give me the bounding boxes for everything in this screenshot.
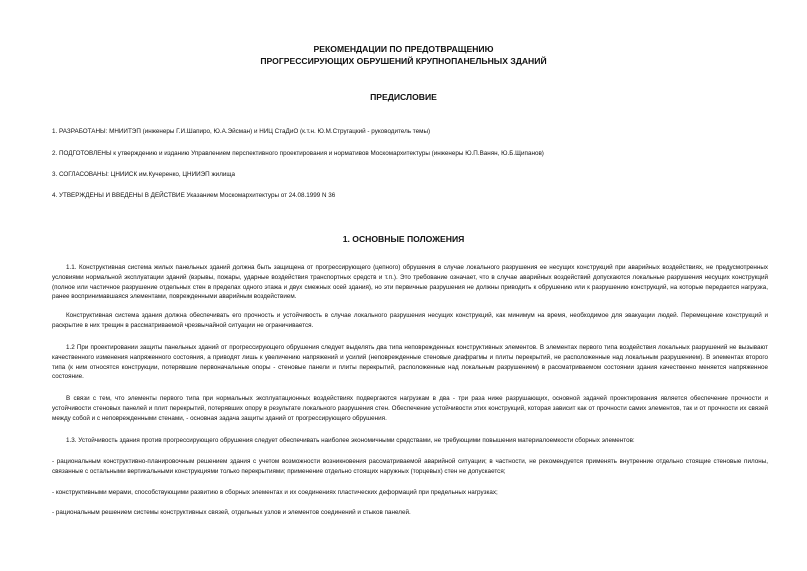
paragraph-1-2-cont: В связи с тем, что элементы первого типа при нормальных эксплуатационных воздействиях подвергаются нагрузкам в два - три раза ниже разрушающих, основной задачей проектирования является обеспечение прочности и устойчивости стеновых панелей и плит перекрытий, потерявших опору в результате локального разрушения стен. Обеспечение устойчивости этих конструкций, которая зависит как от прочности самих элементов, так и от прочности их связей между собой и с неповрежденными стенами, - основная задача защиты зданий от прогрессирующего обрушения. [52, 395, 768, 422]
section-heading: 1. ОСНОВНЫЕ ПОЛОЖЕНИЯ [342, 234, 465, 244]
paragraph-1-1-cont: Конструктивная система здания должна обеспечивать его прочность и устойчивость в случае локального разрушения несущих конструкций, как минимум на время, необходимое для эвакуации людей. Перемещение конструкций и раскрытие в них трещин в рассматриваемой чрезвычайной ситуации не ограничивается. [52, 312, 768, 329]
list-item-plastic: - конструктивными мерами, способствующими развитию в сборных элементах и их соединениях пластических деформаций при предельных нагрузках; [52, 489, 498, 496]
document-title-line-1: РЕКОМЕНДАЦИИ ПО ПРЕДОТВРАЩЕНИЮ [313, 44, 494, 54]
paragraph-1-3: 1.3. Устойчивость здания против прогрессирующего обрушения следует обеспечивать наиболее экономичными средствами, не требующими повышения материалоемкости сборных элементов: [66, 437, 635, 444]
preface-item-1: 1. РАЗРАБОТАНЫ: МНИИТЭП (инженеры Г.И.Шапиро, Ю.А.Эйсман) и НИЦ СтаДиО (к.т.н. Ю.М.Стругацкий - руководитель темы) [52, 128, 431, 135]
paragraph-1-2: 1.2 При проектировании защиты панельных зданий от прогрессирующего обрушения следует выделять два типа неповрежденных конструктивных элементов. В элементах первого типа воздействия локальных разрушений не вызывают качественного изменения напряженного состояния, а приводят лишь к увеличению напряжений и усилий (неповрежденные стеновые диафрагмы и плиты перекрытий, не расположенные над локальным разрушением). В элементах второго типа (к ним относятся конструкции, потерявшие первоначальные опоры - стеновые панели и плиты перекрытий, расположенные над локальным разрушением) в рассматриваемом состоянии здания качественно меняется напряженное состояние. [52, 344, 768, 381]
document-title-line-2: ПРОГРЕССИРУЮЩИХ ОБРУШЕНИЙ КРУПНОПАНЕЛЬНЫХ ЗДАНИЙ [260, 56, 547, 66]
preface-item-4: 4. УТВЕРЖДЕНЫ И ВВЕДЕНЫ В ДЕЙСТВИЕ Указанием Москомархитектуры от 24.08.1999 N 36 [52, 192, 336, 199]
list-item-connections: - рациональным решением системы конструктивных связей, отдельных узлов и элементов соединений и стыков панелей. [52, 509, 411, 516]
preface-item-3: 3. СОГЛАСОВАНЫ: ЦНИИСК им.Кучеренко, ЦНИИЭП жилища [52, 171, 236, 178]
preface-heading: ПРЕДИСЛОВИЕ [370, 92, 437, 102]
list-item-planning: - рациональным конструктивно-планировочным решением здания с учетом возможности возникновения рассматриваемой аварийной ситуации; в частности, не рекомендуется применять внутренние отдельно стоящие стеновые пилоны, связанные с остальными вертикальными конструкциями только перекрытиями; применение отдельно стоящих наружных (торцевых) стен не допускается; [52, 458, 768, 475]
paragraph-1-1: 1.1. Конструктивная система жилых панельных зданий должна быть защищена от прогрессирующего (цепного) обрушения в случае локального разрушения ее несущих конструкций при аварийных воздействиях, не предусмотренных условиями нормальной эксплуатации зданий (взрывы, пожары, ударные воздействия транспортных средств и т.п.). Это требование означает, что в случае аварийных воздействий допускаются локальные разрушения несущих конструкций (полное или частичное разрушение отдельных стен в пределах одного этажа и двух смежных осей здания), но эти первичные разрушения не должны приводить к обрушению или к разрушению конструкций, на которые передается нагрузка, ранее воспринимавшаяся элементами, поврежденными аварийным воздействием. [52, 264, 768, 301]
preface-item-2: 2. ПОДГОТОВЛЕНЫ к утверждению и изданию Управлением перспективного проектирования и нормативов Москомархитектуры (инженеры Ю.П.Ванян, Ю.Б.Щипанов) [52, 150, 544, 157]
